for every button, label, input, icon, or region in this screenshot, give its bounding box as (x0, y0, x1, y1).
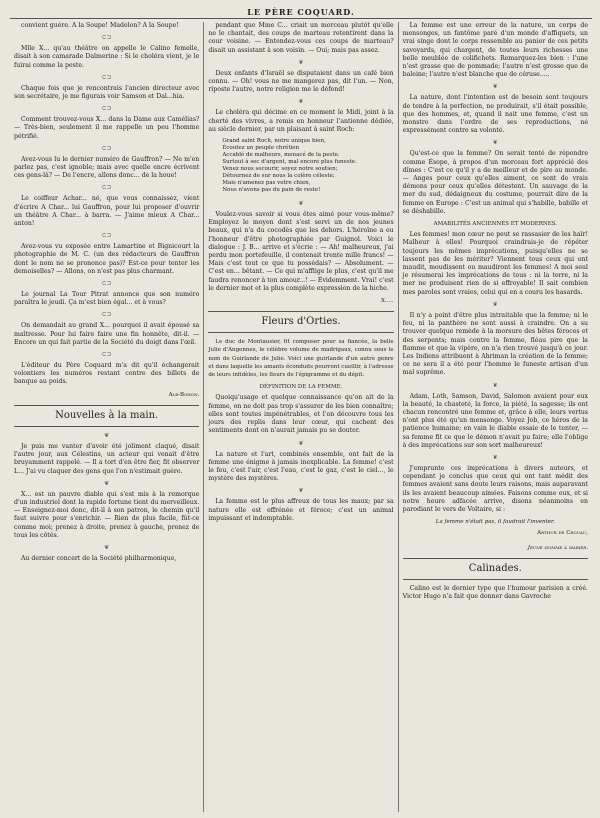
ornament: ❦ (104, 543, 110, 551)
paragraph: J'emprunte ces imprécations à divers auteurs, et cependant je conclus que ceux qui ont tant médit des femmes avaient sans doute leurs raisons, mais auparavant ils les avaient beaucoup aimées. Faisons comme eux, et si notre heure adfacée arrive, disons néanmoins en parodiant le vers de Voltaire, si : (402, 464, 588, 513)
column-2 (203, 22, 397, 812)
paragraph: Deux enfants d'Israël se disputaient dans un café bien connu. — Oh! vous ne me mangerez pas, dit l'un. — Non, riposte l'autre, notre religion me le défend! (208, 69, 394, 94)
ornament: ❦ (492, 453, 498, 461)
paragraph: La nature et l'art, combinés ensemble, ont fait de la femme une énigme à jamais inexplicable. La femme! c'est le feu, c'est l'air, c'est l'eau, c'est le gaz, c'est le ciel..., le mystère des mystères. (208, 450, 394, 483)
poem-line: Grand saint Roch, notre unique bien, (222, 138, 326, 145)
section-title-block (208, 311, 393, 333)
ornament: ❦ (492, 83, 498, 91)
ornament: ❦ (298, 200, 304, 208)
paragraph: La nature, dont l'intention est de besoin sont toujours de tendre à la perfection, ne produirait, s'il était possible, que des hommes, et, quand il nait une femme, c'est un monstre dans l'ordre de ses reproductions, né expressément contre sa volonté. (402, 94, 588, 135)
ornament: ⊂⊃ (101, 73, 112, 81)
ornament: ⊂⊃ (101, 144, 112, 152)
paragraph: Calino est le dernier type que l'humour parisien a créé. Victor Hugo n'a fait que donner dans Gavroche (402, 584, 588, 600)
subheading: AMABILITÉS ANCIENNES ET MODERNES. (433, 221, 558, 228)
paragraph: Le choléra qui décime en ce moment le Midi, joint à la cherté des vivres, a remis en honneur l'antienne dédiée, au siècle dernier, par un plaisant à saint Roch: (208, 109, 394, 133)
ornament: ⊂⊃ (101, 232, 112, 240)
ornament: ❦ (104, 431, 110, 439)
section-title-block (403, 558, 588, 580)
poem-line: Détournez de sur nous la colère céleste; (222, 173, 335, 180)
paragraph: Les femmes! mon cœur ne peut se rassasier de les haïr! Malheur à elles! Pourquoi craindrais-je de répéter toujours les mêmes imprécations, puisqu'elles ne se lassent pas de les mériter? Viennent tous ceux qui ont maudit, moudissent ou maudiront les femmes! A moi seul je résumerai les imprécations de tous : ni la terre, ni la mer ne produisent rien de si effroyable! Il sait combien mes paroles sont vraies, celui qui en a couru les hasards. (402, 231, 588, 296)
paragraph: X... est un pauvre diable qui s'est mis à la remorque d'un industriel dont la rapide fortune tient du merveilleux. — Enseignez-moi donc, dit-il à son patron, le chemin qu'il faut suivre pour s'enrichir. — Rien de plus facile, fût-ce comme moi; prenez à droite, prenez à gauche, prenez de tous les côtés. (14, 490, 200, 539)
paragraph: Quoiqu'usage et quelque connaissance qu'on ait de la femme, on ne doit pas trop s'assurer de les bien connaître; elles sont toutes impénétrables, et l'on découvre tous les jours des replis dans leur cœur, qui cachent des sentiments dont on n'aurait jamais pu se douter. (208, 394, 394, 435)
paragraph: Je puis me vanter d'avoir été joliment claqué, disait l'autre jour, aux Célestins, un acteur qui venait d'être bruyamment rappelé. — Il a tort d'en être fier, fit observer L... J'ai vu claquer des gens que l'on n'estimait guère. (14, 442, 200, 475)
poem-line: Venez nous secourir, soyez notre soutien; (222, 166, 338, 173)
paragraph: Chaque fois que je rencontrais l'ancien directeur avec son secrétaire, je me figurais voir Samson et Dal...hia. (14, 84, 200, 101)
paragraph: Mlle X... qu'au théâtre on appelle le Calino femelle, disait à son camarade Dalmerine : Si le choléra vient, je le fuirai comme la peste. (14, 45, 200, 69)
ornament: ⊂⊃ (101, 311, 112, 319)
poem-line: Mais n'amenez pas votre chien, (222, 180, 311, 187)
columns (10, 22, 592, 812)
ornament: ❦ (492, 300, 498, 308)
paragraph: Au dernier concert de la Société philharmonique, (21, 554, 177, 562)
signature: X..... (380, 298, 394, 305)
verse-line: La femme n'était pas, il faudrait l'inventer. (435, 519, 555, 526)
signature: Alb-Bohon. (168, 391, 200, 398)
paragraph: Avez-vous lu le dernier numéro de Gauffron? — Ne m'en parlez pas, c'est ignoble; mais avec quelle encre écrivent ces gens-là? — De l'encre, allons donc... de la houe! (14, 155, 200, 180)
paragraph: Il n'y a point d'être plus intraitable que la femme; ni le feu, ni la panthère ne sont aussi à craindre. On a su trouver quelque remède à la morsure des bêtes féroces et des serpents; mais contre la femme, fléau pire que la flamme et que la vipère, on n'a rien trouvé jusqu'à ce jour. Les Indiens attribuent à Ahriman la création de la femme; ce ne sera il a été pour l'homme le funeste artisan d'un mal suprême. (402, 311, 588, 377)
paragraph: La femme est une erreur de la nature, un corps de mensonges, un fantôme paré d'un monde d'affiquets, un vrai singe dont le corps ressemble au panier de ces petits savoyards, qui chargent, de toutes leurs richesses une belle meublée de colifichets. Remarquez-les bien : l'une n'est grasse que de pommade; l'autre n'est grosse que de baleine; l'autre n'est blanche que de céruse..... (402, 22, 588, 79)
ornament: ❦ (298, 98, 304, 106)
ornament: ⊂⊃ (101, 280, 112, 288)
paragraph: La femme est le plus affreux de tous les maux; par sa nature elle est effrénée et féroce; c'est un animal impuissant et indomptable. (208, 498, 394, 522)
section-title: Fleurs d'Orties. (261, 316, 341, 328)
ornament: ❦ (298, 58, 304, 66)
column-3 (398, 22, 592, 812)
poem-line: Nous n'avons pas du pain de reste! (222, 187, 321, 194)
ornament: ❦ (104, 479, 110, 487)
section-title-block (14, 405, 199, 427)
paragraph: L'éditeur du Père Coquard m'a dit qu'il échangerait volontiers les numéros restant contre des billets de banque au poids. (14, 362, 200, 386)
section-title: Nouvelles à la main. (55, 409, 159, 421)
ornament: ❦ (298, 439, 304, 447)
paragraph: Le coiffeur Achar... né, que vous connaissez, vient d'écrire A Char... lui Gauffron, pour lui proposer d'ouvrir un théâtre A Char... à barra. — J'aime mieux A Char... anton! (14, 195, 200, 228)
column-1 (10, 22, 203, 812)
paragraph: Comment trouvez-vous X... dans la Dame aux Camélias? — Très-bien, seulement il me rappelle un peu l'homme pétrifié. (14, 116, 200, 140)
signature-name: Arthur de Crouau, (537, 530, 588, 537)
paragraph: Avez-vous vu exposée entre Lamartine et Bignicourt la photographie de M. C. (un des rédacteurs de Gauffron dont le nom ne se prononce pas)? Est-ce pour tenter les demoiselles? — Allons, on n'est pas plus charmant. (14, 243, 200, 275)
ornament: ❦ (298, 487, 304, 495)
signature-subtitle: Jeune homme à marier. (527, 544, 588, 551)
paragraph: pendant que Mme C... criait un morceau plutôt qu'elle ne le chantait, des coups de marteau retentirent dans la cour voisine. — Entendez-vous ces coups de marteau? disait un assistant à son voisin. — Oui; mais pas assez. (208, 22, 394, 54)
poem-line: Accablé de malheurs, menacé de la peste. (222, 152, 340, 159)
header-rule (10, 18, 592, 19)
subheading: DÉFINITION DE LA FEMME. (259, 384, 343, 391)
ornament: ❦ (492, 381, 498, 389)
ornament: ⊂⊃ (101, 351, 112, 359)
ornament: ⊂⊃ (101, 105, 112, 113)
poem (222, 138, 393, 194)
paragraph: Voulez-vous savoir si vous êtes aimé pour vous-même? Employez le moyen dont s'est servi un de nos jeunes beaux, qui n'a du cocodès que les dehors. L'héroïne a eu l'honneur d'être photographiée par Guignol. Voici le dialogue : J. B... arrive et s'écrie : — Ah! malheureux, j'ai perdu mon portefeuille, il contenait trente mille francs! — Mais c'est tout ce que tu possédais? — Absolument. — C'est en... bêtant. — Ce qui m'afflige le plus, c'est qu'il me faudra renoncer à ton amour...! — Évidemment. Vrai! c'est le dernier mot et la plus complète expression de la hiche. (208, 211, 394, 292)
section-title: Calinades. (468, 562, 522, 574)
page-header: LE PÈRE COQUARD. (247, 7, 355, 17)
paragraph: convient guère. A la Soupe! Madelon? A la Soupe! (21, 22, 179, 29)
paragraph: Le duc de Montausier, fit composer pour sa fiancée, la belle Julie d'Angennes, le célèbre volume de madrigaux, connu sous le nom de Guirlande de Julie. Voici une guirlande d'un autre genre et dans laquelle les amants éconduits pourront cueillir, à l'adresse de leurs infidèles, les fleurs de l'épigramme et du dépit. (208, 339, 394, 379)
ornament: ❦ (492, 139, 498, 147)
ornament: ⊂⊃ (101, 34, 112, 42)
paragraph: Qu'est-ce que la femme? On serait tenté de répondre comme Ésope, à propos d'un morceau fort apprécié des dîmes : C'est ce qu'il y a de meilleur et de pire au monde. — Anges pour ceux qu'elles aiment, ce sont de vrais démons pour ceux qu'elles détestent. Un sauvage de la mer du sud, dédaigneux du costume, pourrait dire de la femme en Europe : C'est un animal qui s'habille, babille et se déshabille. (402, 150, 588, 215)
ornament: ⊂⊃ (101, 184, 112, 192)
poem-line: Écoutez un peuple chrétien (222, 145, 300, 152)
paragraph: Adam, Loth, Samson, David, Salomon avaient pour eux la beauté, la chasteté, la force, la piété, la sagesse; ils ont chacun rencontré une femme et, grâce à elle, leurs vertus n'ont plus été qu'un mensonge. Voyez Job, ce héros de la patience humaine; en vain le diable essaie de le tenter, — sa femme fit ce que le démon n'avait pu faire; elle l'oblige à des imprécations sur son sort malheureux! (402, 392, 588, 449)
paragraph: Le journal La Tour Pitrat annonce que son numéro paraîtra le jeudi. Ça m'est bien égal... et à vous? (14, 291, 200, 307)
poem-line: Surtout à sec d'argent, mal encore plus funeste. (222, 159, 357, 166)
paragraph: On demandait au grand X... pourquoi il avait épousé sa maîtresse. Pour lui faire faire une fin honnête, dit-il. — Encore un qui fait partie de la Société du doigt dans l'œil. (14, 322, 200, 346)
